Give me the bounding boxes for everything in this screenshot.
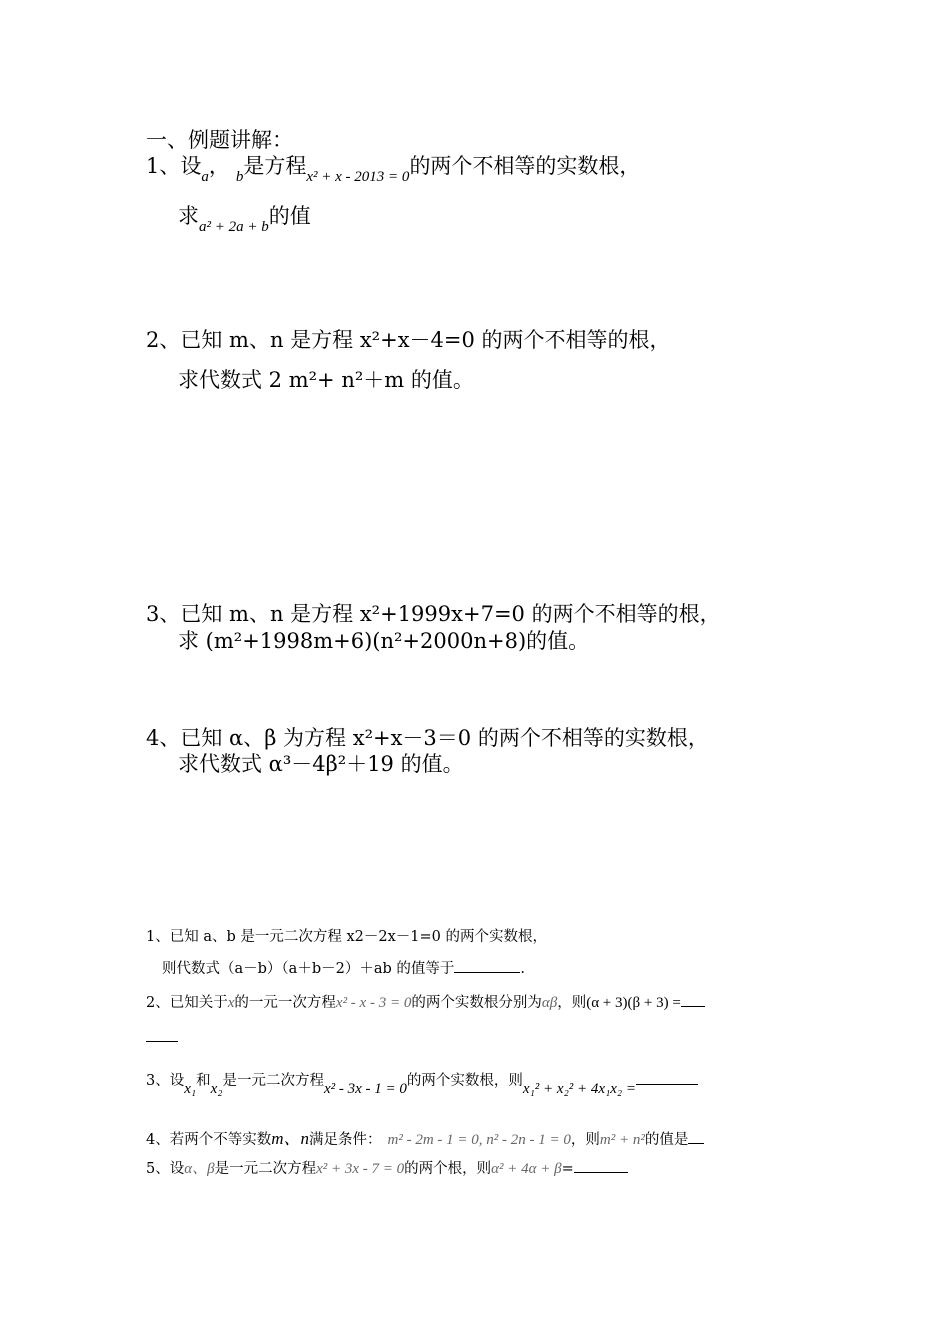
exercise-3-mid: 是一元二次方程 (222, 1073, 324, 1089)
exercise-2-post2: ，则 (557, 995, 587, 1011)
exercise-5-vars: α、β (184, 1161, 215, 1177)
example-3-line-2: 求 (m²+1998m+6)(n²+2000n+8)的值。 (178, 629, 590, 653)
exercise-3-pre: 3、设 (146, 1073, 185, 1089)
example-1-expression: a² + 2a + b (199, 219, 269, 235)
exercise-2-expression: (α + 3)(β + 3) = (586, 995, 681, 1011)
exercise-1-line-2 (162, 957, 525, 978)
example-3-text: 已知 m、n 是方程 x²+1999x+7=0 的两个不相等的根， (180, 602, 721, 626)
exercise-4-line (146, 1124, 704, 1149)
example-1-text-a: 设 (180, 154, 202, 178)
exercise-4-pre: 4、若两个不等实数 (146, 1132, 272, 1148)
exercise-2-blank-b[interactable] (146, 1026, 178, 1042)
example-2-line-2: 求代数式 2 m²+ n²＋m 的值。 (178, 368, 474, 392)
exercise-4-blank[interactable] (688, 1129, 704, 1145)
exercise-2-post1: 的两个实数根分别为 (411, 995, 542, 1011)
example-1-text-b: 是方程 (243, 154, 307, 178)
exercise-1-blank[interactable] (454, 958, 520, 974)
exercise-3-line (146, 1069, 698, 1097)
exercise-2-line-2 (146, 1026, 178, 1046)
exercise-5-mid: 是一元二次方程 (214, 1161, 317, 1177)
example-1-line-1 (146, 150, 641, 185)
exercise-4-mid: 满足条件： (309, 1132, 382, 1148)
exercise-5-end: = (561, 1161, 574, 1177)
exercise-3-equation: x² - 3x - 1 = 0 (323, 1081, 407, 1097)
exercise-5-equation: x² + 3x - 7 = 0 (316, 1161, 405, 1177)
exercise-3-expression: x₁² + x₂² + 4x₁x₂ = (522, 1081, 637, 1097)
exercise-5-pre: 5、设 (146, 1161, 185, 1177)
example-1-ask-end: 的值 (268, 204, 311, 228)
exercise-4-end: 的值是 (644, 1132, 689, 1148)
exercise-2-mid: 的一元一次方程 (234, 995, 336, 1011)
example-1-sep: ， (208, 154, 230, 178)
exercise-5-post: 的两个根，则 (404, 1161, 492, 1177)
exercise-2-equation: x² - x - 3 = 0 (335, 995, 412, 1011)
example-2-text: 已知 m、n 是方程 x²+x－4=0 的两个不相等的根， (180, 328, 671, 352)
example-1-var-b: b (235, 169, 244, 185)
exercise-1-text: 则代数式（a－b）（a＋b－2）＋ab 的值等于 (162, 961, 455, 977)
exercise-1-line-1: 1、已知 a、b 是一元二次方程 x2－2x－1=0 的两个实数根， (146, 929, 547, 945)
exercise-5-expression: α² + 4α + β (491, 1161, 562, 1177)
example-1-number: 1、 (146, 154, 181, 178)
exercise-2-line-1 (146, 991, 705, 1012)
example-2-number: 2、 (146, 328, 181, 352)
example-3-line-1 (146, 598, 721, 628)
example-4-number: 4、 (146, 726, 181, 750)
exercise-4-equation: m² - 2m - 1 = 0, n² - 2n - 1 = 0 (387, 1132, 571, 1148)
example-2-line-1 (146, 324, 671, 354)
exercise-2-pre: 2、已知关于 (146, 995, 228, 1011)
exercise-5-blank[interactable] (574, 1158, 628, 1174)
exercise-3-blank[interactable] (636, 1070, 698, 1086)
exercise-3-post: 的两个实数根，则 (406, 1073, 523, 1089)
example-1-equation: x² + x - 2013 = 0 (306, 169, 410, 185)
example-4-text: 已知 α、β 为方程 x²+x－3＝0 的两个不相等的实数根， (180, 726, 709, 750)
exercise-2-var: x (227, 995, 235, 1011)
example-1-var-a: a (201, 169, 209, 185)
example-1-text-c: 的两个不相等的实数根， (409, 154, 641, 178)
exercise-2-blank-a[interactable] (681, 992, 705, 1008)
exercise-3-x2: x₂ (210, 1081, 223, 1097)
example-3-number: 3、 (146, 602, 181, 626)
exercise-4-post: ，则 (570, 1132, 600, 1148)
exercise-2-roots: αβ (541, 995, 558, 1011)
exercise-4-expression: m² + n² (599, 1132, 645, 1148)
exercise-1-end: . (520, 961, 525, 977)
section-title: 一、例题讲解： (146, 128, 293, 152)
exercise-3-x1: x₁ (184, 1081, 197, 1097)
example-1-ask: 求 (178, 204, 199, 228)
exercise-4-vars: m、n (271, 1129, 310, 1148)
exercise-5-line (146, 1157, 628, 1178)
exercise-3-and: 和 (196, 1073, 211, 1089)
example-1-line-2 (178, 200, 311, 235)
example-4-line-2: 求代数式 α³－4β²＋19 的值。 (178, 752, 464, 776)
